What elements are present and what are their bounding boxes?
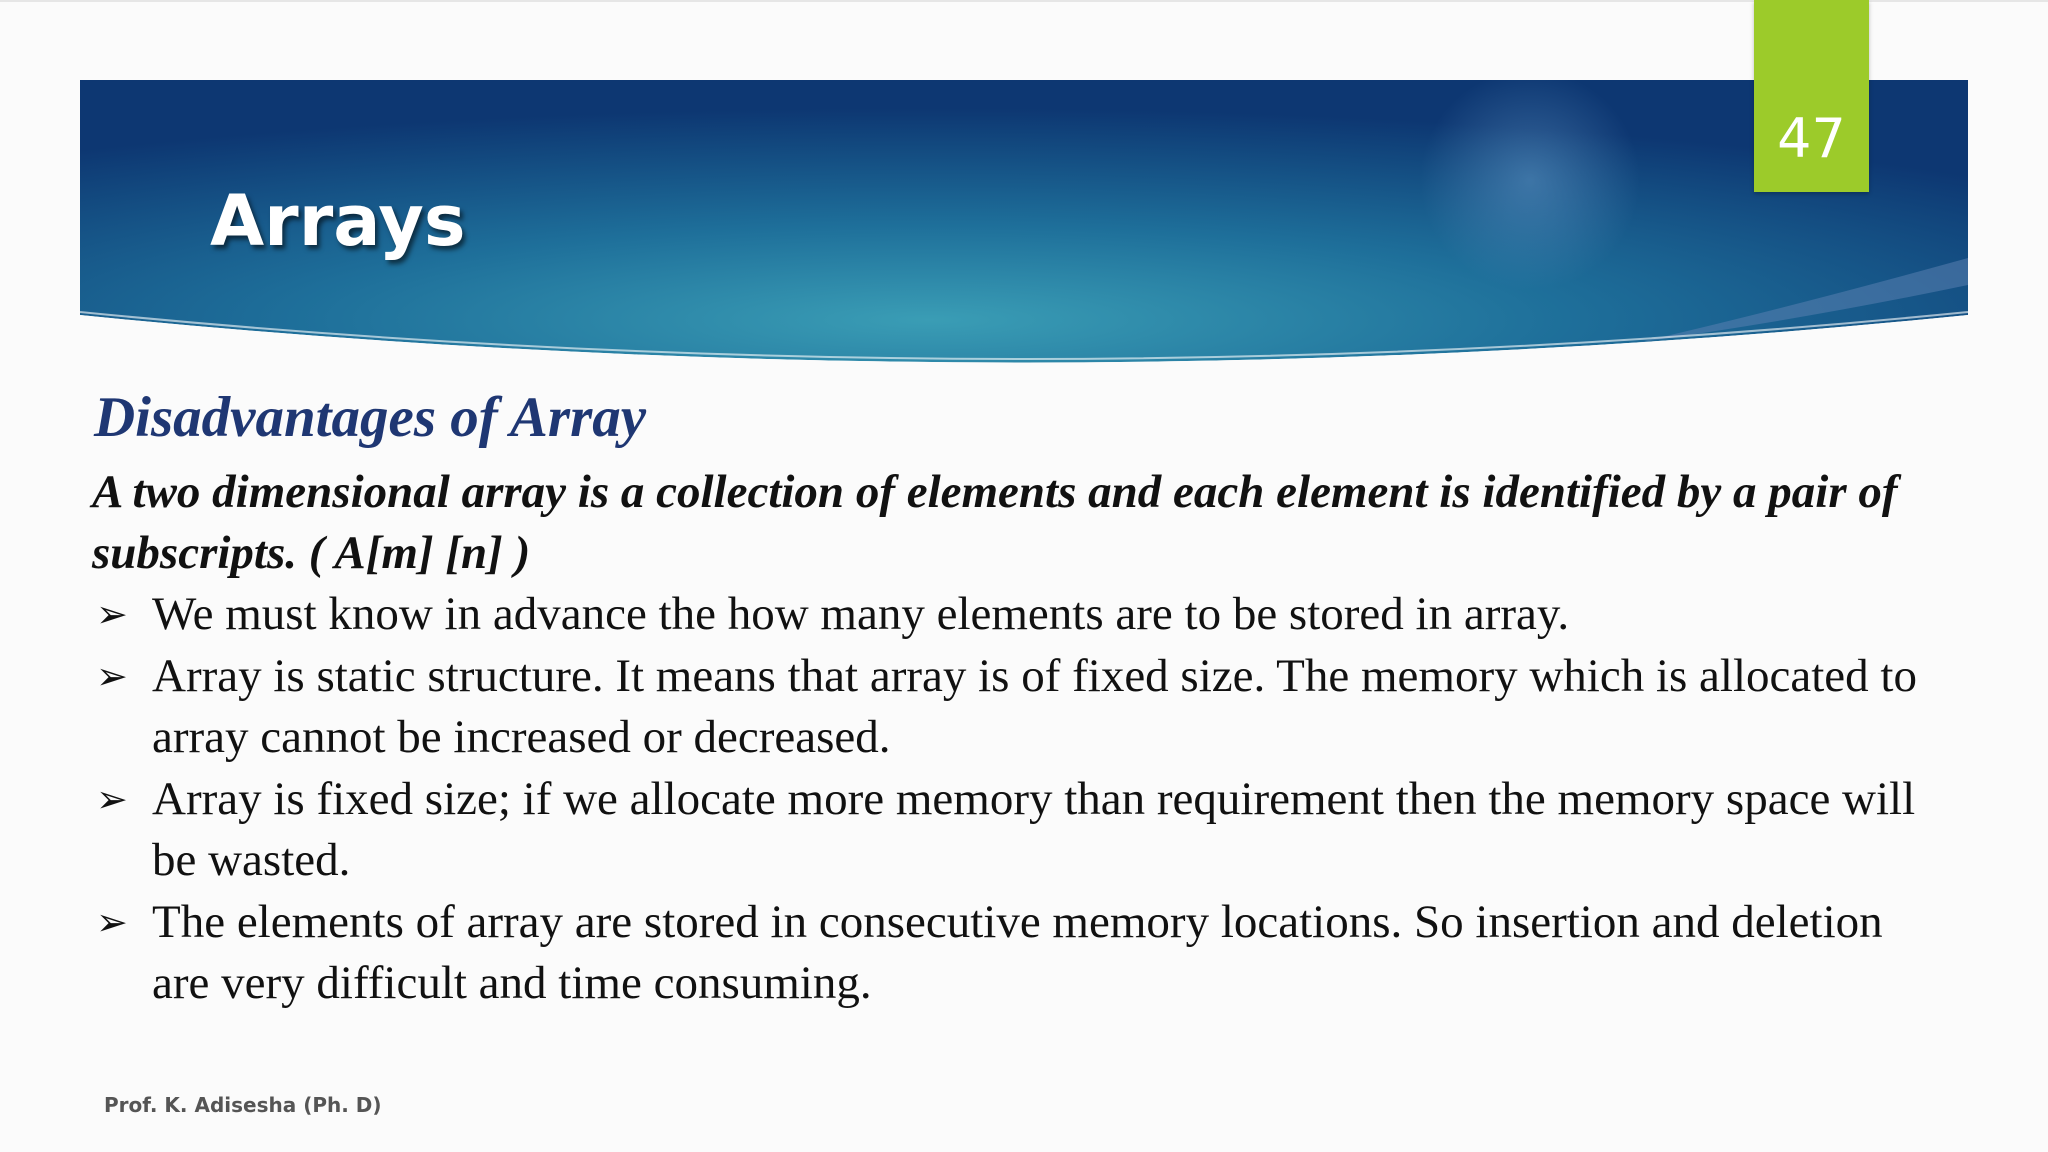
bullet-text: We must know in advance the how many elements are to be stored in array. [152, 588, 1570, 640]
bullet-text: The elements of array are stored in consecutive memory locations. So insertion and deletion are very difficult and time consuming. [152, 895, 1883, 1009]
section-heading: Disadvantages of Array [94, 386, 647, 449]
slide-body [90, 382, 1940, 1015]
intro-paragraph: A two dimensional array is a collection of elements and each element is identified by a pair of subscripts. ( A[m] [n] ) [92, 466, 1898, 579]
bullet-text: Array is static structure. It means that array is of fixed size. The memory which is allocated to array cannot be increased or decreased. [152, 649, 1917, 763]
arrow-bullet-icon: ➢ [96, 653, 128, 698]
bullet-list [90, 584, 1940, 1015]
bullet-item [90, 584, 1940, 646]
arrow-bullet-icon: ➢ [96, 899, 128, 944]
top-divider [0, 0, 2048, 2]
bullet-item [90, 769, 1940, 892]
slide-number: 47 [1777, 107, 1846, 170]
arrow-bullet-icon: ➢ [96, 776, 128, 821]
arrow-bullet-icon: ➢ [96, 592, 128, 636]
bullet-item [90, 892, 1940, 1015]
author-footer: Prof. K. Adisesha (Ph. D) [104, 1093, 382, 1117]
slide-title: Arrays [210, 180, 466, 262]
slide-number-badge [1754, 0, 1869, 192]
bullet-item [90, 646, 1940, 769]
bullet-text: Array is fixed size; if we allocate more memory than requirement then the memory space will be wasted. [152, 772, 1916, 886]
